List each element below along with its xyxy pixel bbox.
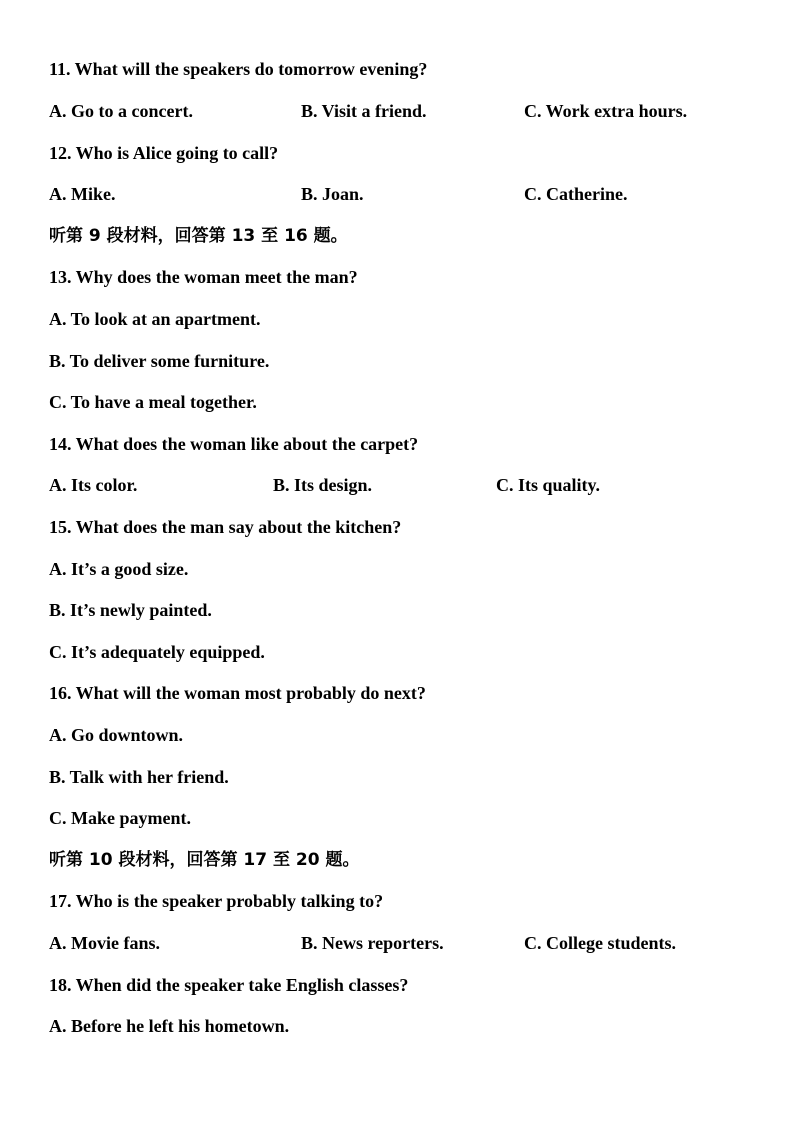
question-17-option-b: B. News reporters. (301, 933, 444, 953)
question-13-option-c: C. To have a meal together. (49, 392, 257, 412)
question-12-stem: 12. Who is Alice going to call? (49, 143, 279, 163)
question-17-option-a: A. Movie fans. (49, 933, 160, 953)
question-16-stem: 16. What will the woman most probably do next? (49, 683, 426, 703)
question-17-stem: 17. Who is the speaker probably talking to? (49, 891, 384, 911)
question-13-option-b: B. To deliver some furniture. (49, 351, 270, 371)
question-11-option-a: A. Go to a concert. (49, 101, 193, 121)
question-18-stem: 18. When did the speaker take English classes? (49, 975, 409, 995)
question-11-option-b: B. Visit a friend. (301, 101, 427, 121)
question-11-stem: 11. What will the speakers do tomorrow evening? (49, 59, 428, 79)
question-12-options (49, 182, 769, 206)
question-12-option-c: C. Catherine. (524, 184, 628, 204)
exam-page (49, 0, 769, 1123)
question-17-option-c: C. College students. (524, 933, 676, 953)
question-17-options (49, 931, 769, 955)
question-14-stem: 14. What does the woman like about the carpet? (49, 434, 419, 454)
question-14-option-a: A. Its color. (49, 475, 138, 495)
question-14-option-b: B. Its design. (273, 475, 373, 495)
question-18-option-a: A. Before he left his hometown. (49, 1016, 290, 1036)
question-15-stem: 15. What does the man say about the kitchen? (49, 517, 402, 537)
question-12-option-b: B. Joan. (301, 184, 364, 204)
question-11-options (49, 99, 769, 123)
question-16-option-c: C. Make payment. (49, 808, 191, 828)
question-16-option-b: B. Talk with her friend. (49, 767, 229, 787)
question-15-option-b: B. It’s newly painted. (49, 600, 212, 620)
question-11-option-c: C. Work extra hours. (524, 101, 688, 121)
question-14-option-c: C. Its quality. (496, 475, 601, 495)
question-12-option-a: A. Mike. (49, 184, 116, 204)
question-15-option-c: C. It’s adequately equipped. (49, 642, 265, 662)
question-13-stem: 13. Why does the woman meet the man? (49, 267, 358, 287)
question-16-option-a: A. Go downtown. (49, 725, 184, 745)
question-14-options (49, 473, 769, 497)
section-heading-10: 听第 10 段材料，回答第 17 至 20 题。 (49, 850, 360, 870)
question-13-option-a: A. To look at an apartment. (49, 309, 261, 329)
question-15-option-a: A. It’s a good size. (49, 559, 189, 579)
section-heading-9: 听第 9 段材料，回答第 13 至 16 题。 (49, 226, 348, 246)
